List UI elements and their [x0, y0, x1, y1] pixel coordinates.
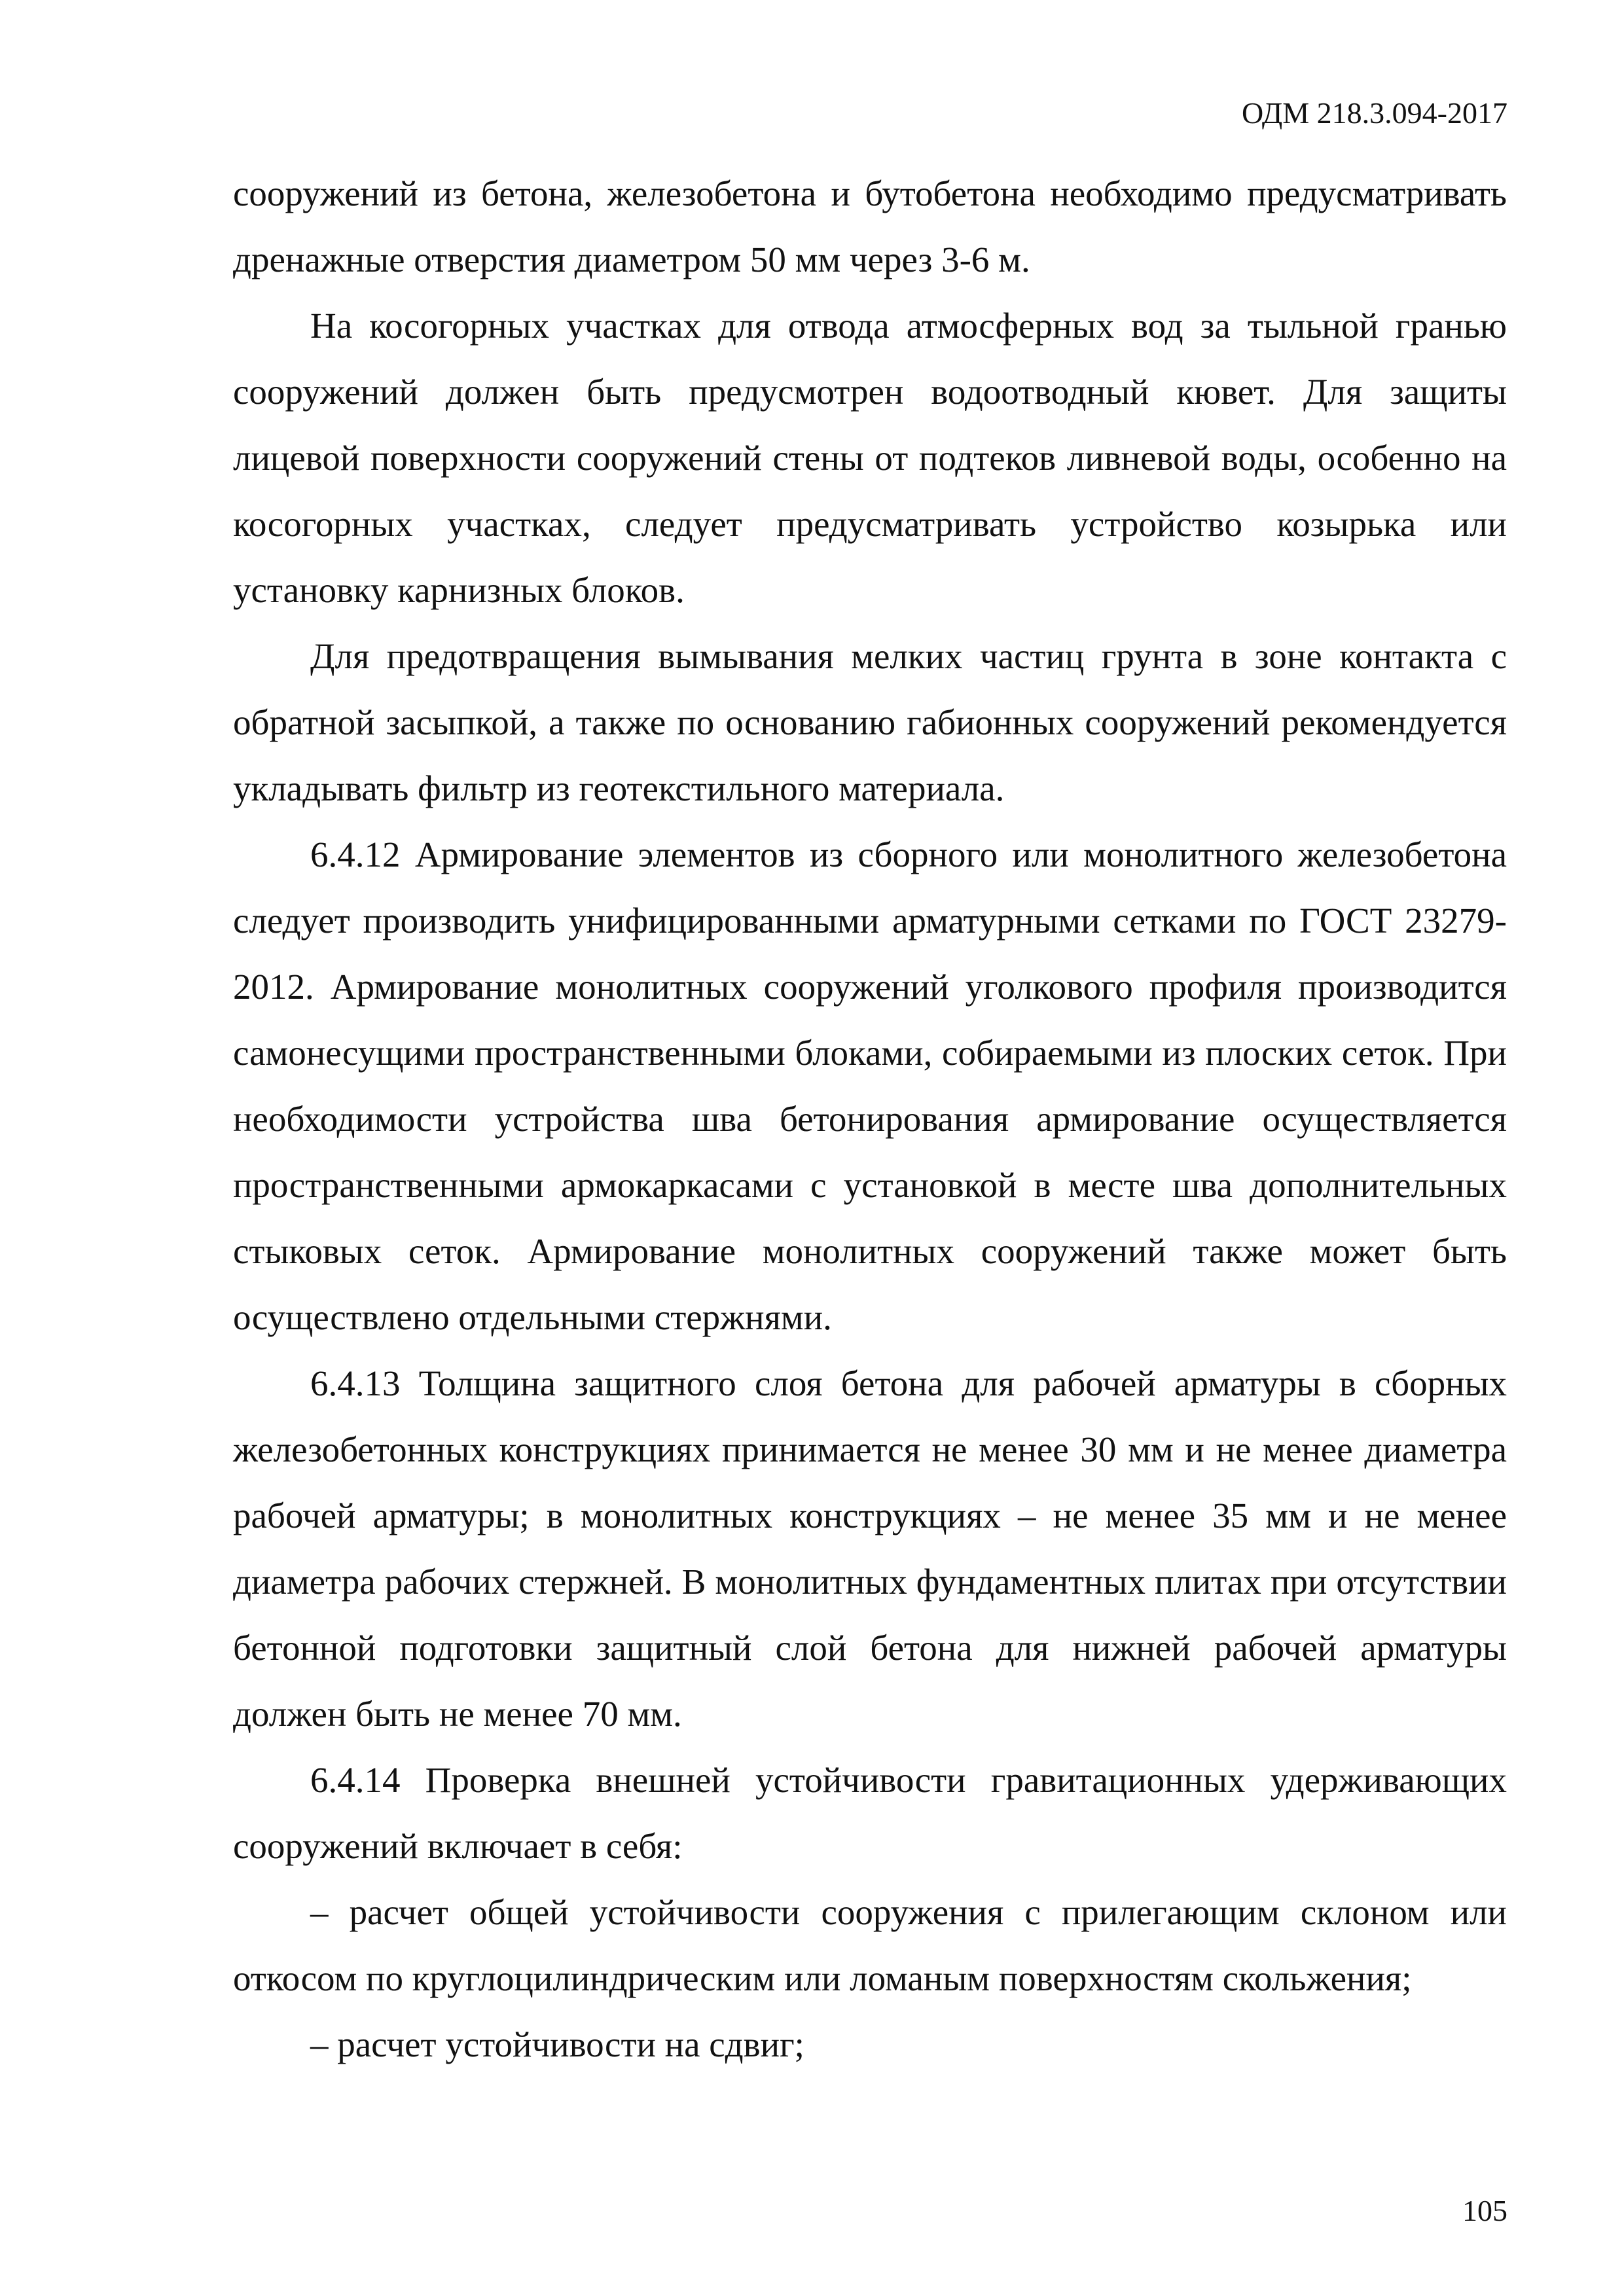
list-item-general-stability: – расчет общей устойчивости сооружения с прилегающим склоном или откосом по круглоцилиндрическим или ломаным поверхностям скольжения;: [233, 1892, 1507, 1998]
paragraph-drainage-ditch: На косогорных участках для отвода атмосферных вод за тыльной гранью сооружений должен быть предусмотрен водоотводный кювет. Для защиты лицевой поверхности сооружений стены от подтеков ливневой воды, особенно на косогорных участках, следует предусматривать устройство козырька или установку карнизных блоков.: [233, 306, 1507, 610]
body-text: [233, 160, 1507, 2077]
paragraph-geotextile-filter: Для предотвращения вымывания мелких частиц грунта в зоне контакта с обратной засыпкой, а также по основанию габионных сооружений рекомендуется укладывать фильтр из геотекстильного материала.: [233, 636, 1507, 808]
page-number: 105: [1462, 2194, 1507, 2227]
paragraph-6-4-14-stability-check: 6.4.14 Проверка внешней устойчивости гравитационных удерживающих сооружений включает в себя:: [233, 1760, 1507, 1866]
list-item-shear-stability: – расчет устойчивости на сдвиг;: [310, 2024, 804, 2064]
document-code-header: ОДМ 218.3.094-2017: [1241, 96, 1507, 130]
paragraph-6-4-13-concrete-cover: 6.4.13 Толщина защитного слоя бетона для рабочей арматуры в сборных железобетонных конструкциях принимается не менее 30 мм и не менее диаметра рабочей арматуры; в монолитных конструкциях – не менее 35 мм и не менее диаметра рабочих стержней. В монолитных фундаментных плитах при отсутствии бетонной подготовки защитный слой бетона для нижней рабочей арматуры должен быть не менее 70 мм.: [233, 1363, 1507, 1734]
paragraph-6-4-12-reinforcement: 6.4.12 Армирование элементов из сборного или монолитного железобетона следует производить унифицированными арматурными сетками по ГОСТ 23279-2012. Армирование монолитных сооружений уголкового профиля производится самонесущими пространственными блоками, собираемыми из плоских сеток. При необходимости устройства шва бетонирования армирование осуществляется пространственными армокаркасами с установкой в месте шва дополнительных стыковых сеток. Армирование монолитных сооружений также может быть осуществлено отдельными стержнями.: [233, 834, 1507, 1337]
paragraph-continuation: сооружений из бетона, железобетона и бутобетона необходимо предусматривать дренажные отверстия диаметром 50 мм через 3-6 м.: [233, 173, 1507, 279]
